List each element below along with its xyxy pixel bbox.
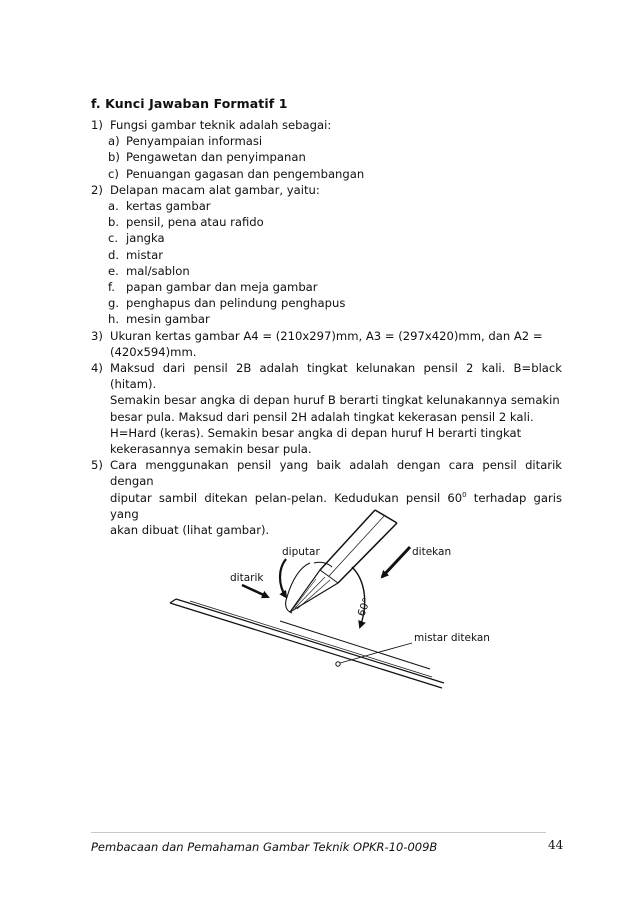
list-item [91,133,562,149]
answer-text: Fungsi gambar teknik adalah sebagai: [110,118,332,132]
label-diputar: diputar [282,546,320,558]
list-item-label: f. [108,280,115,295]
list-item [91,198,562,214]
paragraph-line: Cara menggunakan pensil yang baik adalah dengan cara pensil ditarik dengan [110,458,562,489]
list-item [91,247,562,263]
text-segment: diputar sambil ditekan pelan-pelan. Kedudukan pensil 60 [110,490,463,505]
list-item-text: pensil, pena atau rafido [126,215,264,230]
text-segment: terhadap garis yang [110,490,562,521]
answer-number: 3) [91,328,103,343]
paragraph-line: akan dibuat (lihat gambar). [110,523,270,538]
list-item-text: mal/sablon [126,263,190,278]
label-ditekan: ditekan [412,546,452,558]
list-item-label: d. [108,247,120,262]
answer-text [110,328,562,360]
paragraph-line: Maksud dari pensil 2B adalah tingkat kelunakan pensil 2 kali. B=black (hitam). [110,361,562,392]
answer-2 [91,182,562,198]
list-item-text: Pengawetan dan penyimpanan [126,150,306,165]
pencil-usage-figure [160,505,490,700]
list-item-label: b. [108,215,120,230]
list-item [91,149,562,165]
paragraph-line: H=Hard (keras). Semakin besar angka di depan huruf H berarti tingkat [110,425,522,440]
degree-superscript: 0 [462,490,467,499]
answer-4 [91,360,562,457]
paragraph-line: Ukuran kertas gambar A4 = (210x297)mm, A3 = (297x420)mm, dan A2 = [110,328,543,343]
list-item [91,311,562,327]
list-item-label: a. [108,199,119,214]
list-item-text: Penuangan gagasan dan pengembangan [126,166,365,181]
paragraph-line: (420x594)mm. [110,344,197,359]
label-ditarik: ditarik [230,572,264,584]
list-item-label: a) [108,134,120,149]
list-item-text: Penyampaian informasi [126,134,263,149]
ruler-point [336,662,340,666]
list-item [91,295,562,311]
pull-arrow [242,585,268,597]
list-item-text: jangka [126,231,165,246]
footer-divider [91,832,546,833]
list-item-label: e. [108,263,119,278]
list-item-text: kertas gambar [126,199,211,214]
footer-title: Pembacaan dan Pemahaman Gambar Teknik OPKR-10-009B [91,840,438,854]
list-item [91,263,562,279]
paragraph-line: kekerasannya semakin besar pula. [110,442,312,457]
section-heading: f. Kunci Jawaban Formatif 1 [91,96,288,111]
list-item [91,166,562,182]
label-mistar-ditekan: mistar ditekan [414,632,490,644]
list-item-text: mesin gambar [126,312,210,327]
list-item-label: c. [108,231,119,246]
paragraph-line: Semakin besar angka di depan huruf B berarti tingkat kelunakannya semakin [110,393,560,408]
list-item-text: penghapus dan pelindung penghapus [126,296,346,311]
list-item-text: papan gambar dan meja gambar [126,280,318,295]
paragraph-line: besar pula. Maksud dari pensil 2H adalah tingkat kekerasan pensil 2 kali. [110,409,534,424]
rotation-arrow [280,559,286,597]
answer-list [91,117,562,538]
list-item [91,214,562,230]
answer-number: 1) [91,118,103,132]
pencil [286,510,397,613]
label-angle: 60° [355,596,374,619]
list-item-label: g. [108,296,120,311]
list-item-label: b) [108,150,120,165]
answer-text [110,360,562,457]
list-item [91,230,562,246]
answer-number: 5) [91,458,103,473]
answer-3 [91,328,562,360]
answer-number: 2) [91,182,103,197]
answer-number: 4) [91,361,103,376]
list-item [91,279,562,295]
list-item-text: mistar [126,247,163,262]
page-number: 44 [548,838,564,852]
press-arrow [382,547,410,577]
ruler [170,599,444,688]
answer-text: Delapan macam alat gambar, yaitu: [110,182,320,197]
answer-1 [91,117,562,133]
list-item-label: c) [108,166,119,181]
list-item-label: h. [108,312,120,327]
